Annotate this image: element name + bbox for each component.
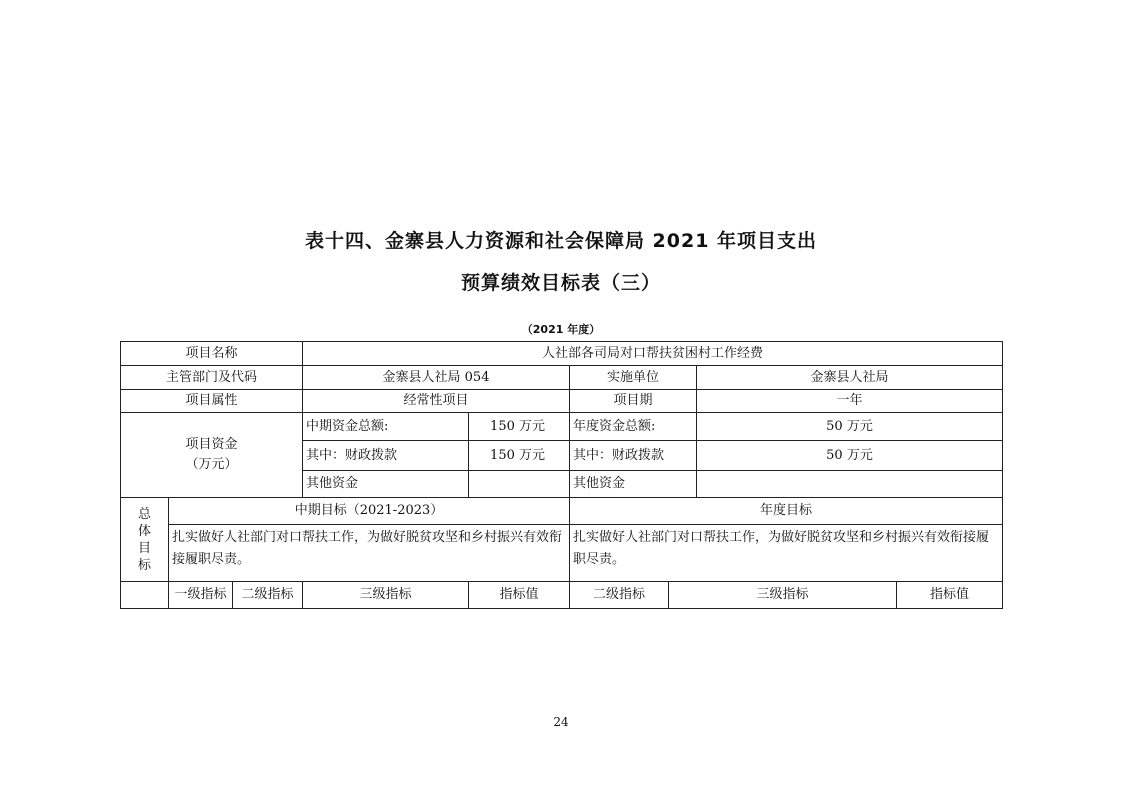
period-label: 项目期: [570, 390, 697, 413]
indicator-header: 指标值: [897, 582, 1003, 609]
table-row: [121, 498, 1003, 525]
attr-value: 经常性项目: [303, 390, 570, 413]
fiscal-year-label: （2021 年度）: [521, 323, 601, 336]
empty-cell: [121, 582, 169, 609]
project-name-label: 项目名称: [121, 342, 303, 366]
mid-fiscal-value: 150 万元: [469, 441, 570, 471]
annual-other-value: [697, 471, 1003, 498]
mid-total-value: 150 万元: [469, 413, 570, 441]
table-row: [121, 366, 1003, 390]
overall-goal-char: 标: [137, 557, 151, 573]
annual-goal-header: 年度目标: [570, 498, 1003, 525]
table-row: [121, 582, 1003, 609]
mid-total-label: 中期资金总额:: [303, 413, 469, 441]
funds-label-line1: 项目资金: [185, 437, 238, 453]
table-row: [121, 525, 1003, 582]
impl-unit-label: 实施单位: [570, 366, 697, 390]
table-row: [121, 342, 1003, 366]
table-title-line2: 预算绩效目标表（三）: [460, 272, 661, 294]
period-value: 一年: [697, 390, 1003, 413]
indicator-header: 指标值: [469, 582, 570, 609]
page-number: 24: [553, 715, 569, 729]
annual-fiscal-label: 其中：财政拨款: [570, 441, 697, 471]
funds-label: [121, 413, 303, 498]
overall-goal-char: 体: [137, 523, 151, 539]
dept-value: 金寨县人社局 054: [303, 366, 570, 390]
dept-label: 主管部门及代码: [121, 366, 303, 390]
table-title-line1: 表十四、金寨县人力资源和社会保障局 2021 年项目支出: [304, 230, 818, 252]
funds-label-line2: （万元）: [185, 457, 238, 472]
project-name-value: 人社部各司局对口帮扶贫困村工作经费: [303, 342, 1003, 366]
annual-fiscal-value: 50 万元: [697, 441, 1003, 471]
mid-goal-header: 中期目标（2021-2023）: [169, 498, 570, 525]
overall-goal-char: 目: [137, 540, 151, 556]
indicator-header: 二级指标: [233, 582, 303, 609]
table-row: [121, 413, 1003, 441]
indicator-header: 一级指标: [169, 582, 233, 609]
performance-target-table: [120, 341, 1003, 609]
indicator-header: 三级指标: [303, 582, 469, 609]
overall-goal-char: 总: [137, 506, 151, 522]
annual-total-value: 50 万元: [697, 413, 1003, 441]
mid-other-label: 其他资金: [303, 471, 469, 498]
mid-fiscal-label: 其中：财政拨款: [303, 441, 469, 471]
mid-other-value: [469, 471, 570, 498]
annual-total-label: 年度资金总额:: [570, 413, 697, 441]
indicator-header: 三级指标: [669, 582, 897, 609]
annual-other-label: 其他资金: [570, 471, 697, 498]
indicator-header: 二级指标: [570, 582, 669, 609]
table-row: [121, 390, 1003, 413]
attr-label: 项目属性: [121, 390, 303, 413]
overall-goal-label: [121, 498, 169, 582]
mid-goal-text: 扎实做好人社部门对口帮扶工作，为做好脱贫攻坚和乡村振兴有效衔接履职尽责。: [169, 525, 570, 582]
impl-unit-value: 金寨县人社局: [697, 366, 1003, 390]
annual-goal-text: 扎实做好人社部门对口帮扶工作，为做好脱贫攻坚和乡村振兴有效衔接履职尽责。: [570, 525, 1003, 582]
